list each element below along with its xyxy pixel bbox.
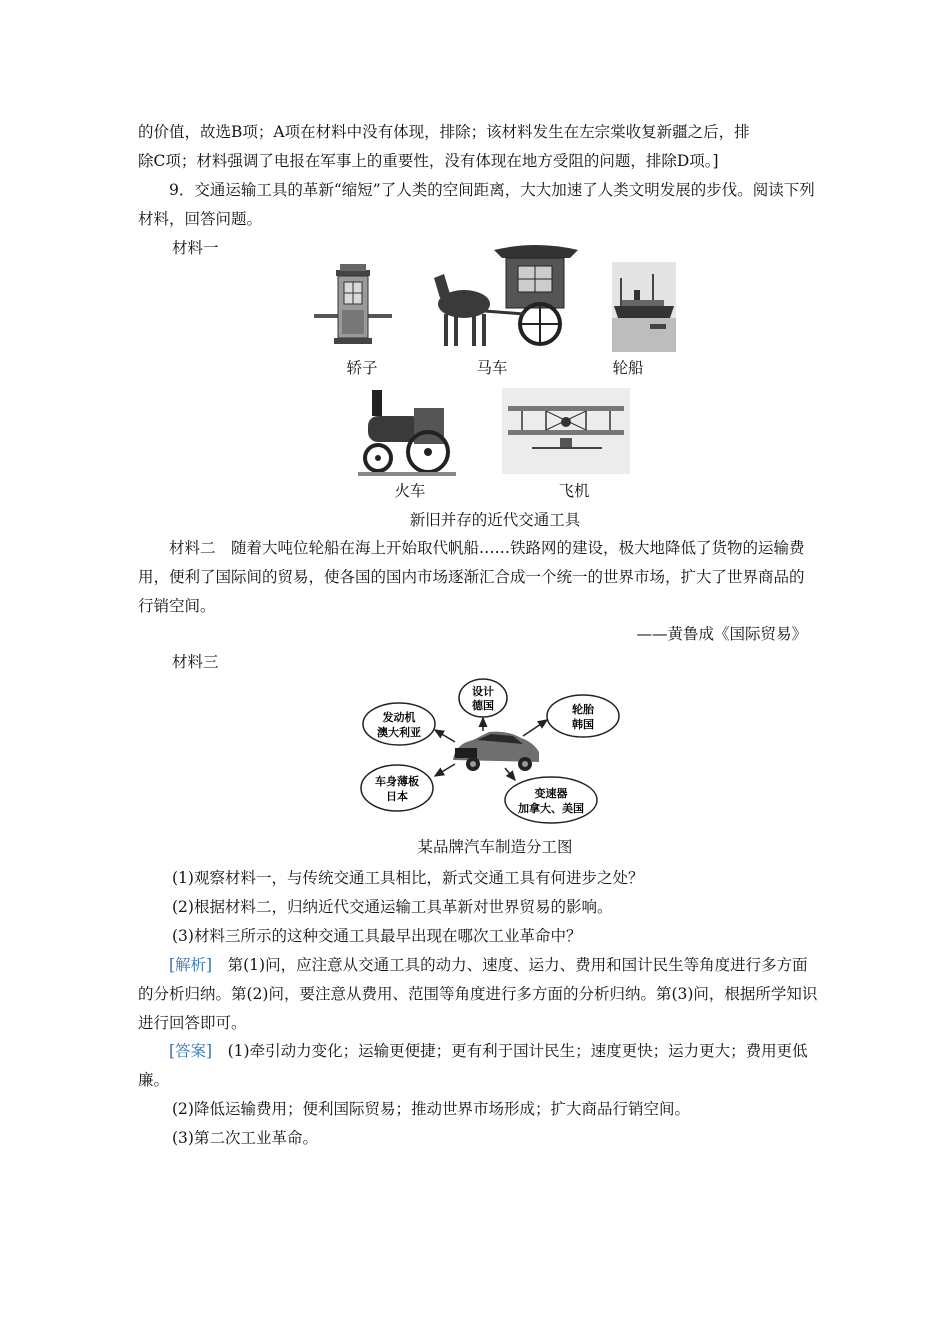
- node-tire-country: 韩国: [572, 718, 594, 731]
- caption-steamship: 轮船: [612, 359, 644, 377]
- node-body-title: 车身薄板: [375, 775, 419, 788]
- horse-carriage-image: [432, 238, 582, 354]
- material-2-source: ——黄鲁成《国际贸易》: [636, 625, 807, 643]
- question-stem: 9．交通运输工具的革新“缩短”了人类的空间距离，大大加速了人类文明发展的步伐。阅读下列材料，回答问题。: [138, 181, 815, 228]
- analysis-paragraph: [138, 951, 818, 1038]
- intro-line-2: 除C项；材料强调了电报在军事上的重要性，没有体现在地方受阻的问题，排除D项。]: [138, 152, 719, 170]
- material-3-label: 材料三: [172, 653, 219, 671]
- caption-locomotive: 火车: [394, 482, 426, 500]
- question-2: (2)根据材料二，归纳近代交通运输工具革新对世界贸易的影响。: [172, 898, 613, 916]
- caption-horse-carriage: 马车: [476, 359, 508, 377]
- analysis-label: [解析]: [169, 956, 213, 974]
- node-design-country: 德国: [472, 699, 494, 712]
- node-engine-title: 发动机: [382, 711, 416, 724]
- sedan-chair-image: [312, 262, 394, 354]
- node-design-title: 设计: [472, 685, 494, 698]
- material-1-label: 材料一: [172, 239, 219, 257]
- material-2-text: 材料二 随着大吨位轮船在海上开始取代帆船……铁路网的建设，极大地降低了货物的运输费用，便利了国际间的贸易，使各国的国内市场逐渐汇合成一个统一的世界市场，扩大了世界商品的行销空间。: [138, 539, 805, 615]
- node-gearbox-country: 加拿大、美国: [518, 802, 584, 815]
- analysis-text: 第(1)问，应注意从交通工具的动力、速度、运力、费用和国计民生等角度进行多方面的分析归纳。第(2)问，要注意从费用、范围等角度进行多方面的分析归纳。第(3)问，根据所学知识进行回答即可。: [138, 956, 818, 1032]
- question-3: (3)材料三所示的这种交通工具最早出现在哪次工业革命中？: [172, 927, 582, 945]
- node-gearbox-title: 变速器: [534, 787, 568, 800]
- material-3-caption: 某品牌汽车制造分工图: [417, 838, 573, 856]
- answer-label: [答案]: [169, 1042, 213, 1060]
- steamship-image: [612, 262, 676, 352]
- answer-1: (1)牵引动力变化；运输更便捷；更有利于国计民生；速度更快；运力更大；费用更低廉。: [138, 1042, 808, 1089]
- car-division-diagram: [355, 676, 630, 826]
- airplane-image: [502, 388, 630, 474]
- material-1-caption: 新旧并存的近代交通工具: [409, 511, 581, 529]
- caption-sedan-chair: 轿子: [346, 359, 378, 377]
- question-1: (1)观察材料一，与传统交通工具相比，新式交通工具有何进步之处？: [172, 869, 644, 887]
- answer-3: (3)第二次工业革命。: [172, 1129, 318, 1147]
- steam-locomotive-image: [358, 388, 456, 476]
- intro-line-1: 的价值，故选B项；A项在材料中没有体现，排除；该材料发生在左宗棠收复新疆之后，排: [138, 123, 750, 141]
- answer-2: (2)降低运输费用；便利国际贸易；推动世界市场形成；扩大商品行销空间。: [172, 1100, 690, 1118]
- node-tire-title: 轮胎: [572, 703, 594, 716]
- node-engine-country: 澳大利亚: [377, 726, 421, 739]
- car-image: [453, 732, 539, 771]
- answer-paragraph: [138, 1037, 818, 1095]
- node-body-country: 日本: [386, 790, 408, 803]
- caption-airplane: 飞机: [558, 482, 590, 500]
